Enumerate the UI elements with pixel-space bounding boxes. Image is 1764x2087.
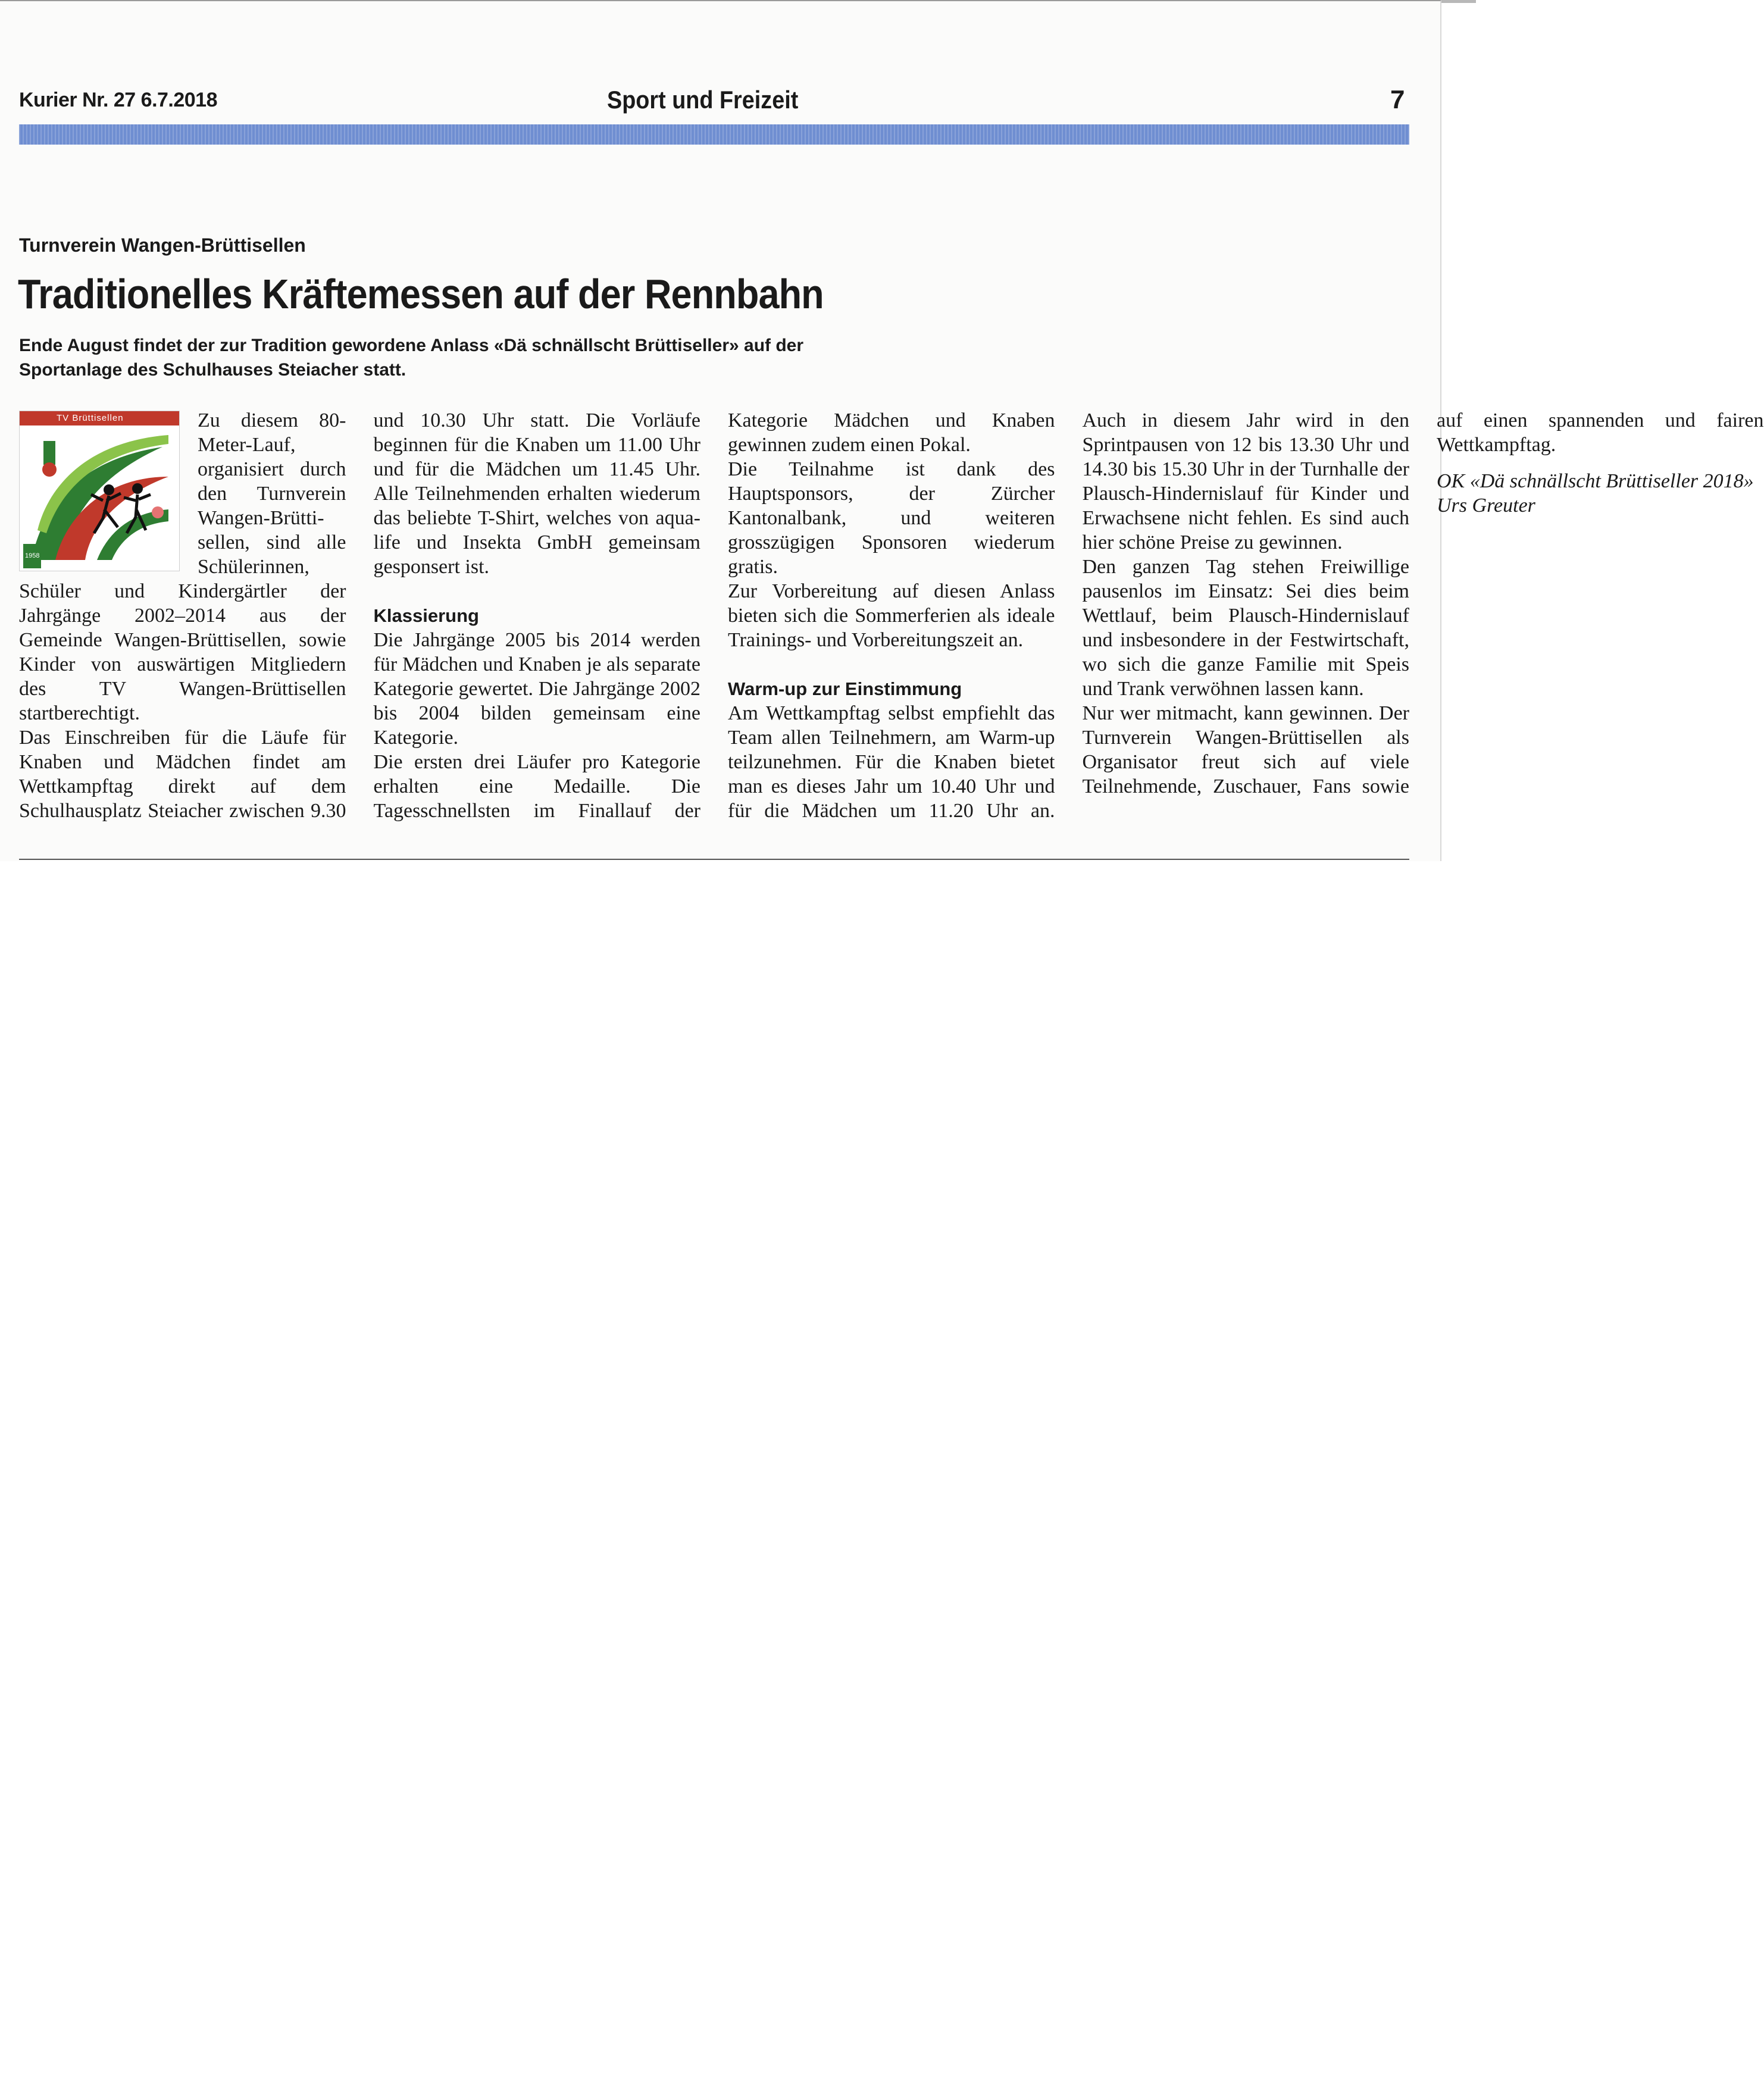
- page-number: 7: [1390, 85, 1405, 114]
- logo-year-flow: 1958: [23, 544, 41, 568]
- spacer-3: [1437, 457, 1764, 469]
- article-signature: OK «Dä schnällscht Brüttiseller 2018» Urs Greuter: [1437, 470, 1754, 517]
- paragraph-intro-flow: Zu diesem 80-Meter-Lauf, organisiert durch den Turnverein Wangen-Brüttisellen, sind alle Schülerinnen, Schüler und Kindergärtler der Jahrgänge 2002–2014 aus der Gemeinde Wangen-Brüttisellen, sowie Kinder von auswärtigen Mitgliedern des TV Wangen-Brüttisellen startberechtigt.: [19, 409, 346, 724]
- logo-band-flow: TV Brüttisellen: [20, 411, 179, 425]
- paragraph-closing: Nur wer mitmacht, kann gewinnen. Der Turnverein Wangen-Brüttisellen als Organisator freut sich auf viele Teilnehmende, Zuschauer, Fans sowie auf einen spannenden und fairen Wettkampftag.: [1082, 409, 1764, 797]
- paragraph-volunteers: Den ganzen Tag stehen Freiwillige pausenlos im Einsatz: Sei dies beim Wettlauf, beim Plausch-Hindernislauf und insbesondere in der Festwirtschaft, wo sich die ganze Familie mit Speis und Trank verwöhnen lassen kann.: [1082, 556, 1409, 700]
- paragraph-registration-flow: Das Einschreiben für die Läufe für Knaben und Mädchen findet am Wettkampftag direkt auf dem Schulhausplatz Steiacher zwischen 9.30 und 10.30 Uhr statt. Die Vorläufe beginnen für die Knaben um 11.00 Uhr und für die Mädchen um 11.45 Uhr. Alle Teilnehmenden erhalten wiederum das beliebte T-Shirt, welches von aqua-life und Insekta GmbH gemeinsam gesponsert ist.: [19, 409, 700, 822]
- club-logo-graphic-flow: [20, 411, 179, 571]
- paragraph-warmup: Am Wettkampftag selbst empfiehlt das Team allen Teilnehmern, am Warm-up teilzunehmen. Für die Knaben bietet man es dieses Jahr um 10.40 Uhr und für die Mädchen um 11.20 Uhr an. Auch in diesem Jahr wird in den Sprintpausen von 12 bis 13.30 Uhr und 14.30 bis 15.30 Uhr in der Turnhalle der Plausch-Hindernislauf für Kinder und Erwachsene nicht fehlen. Es sind auch hier schöne Preise zu gewinnen.: [728, 409, 1409, 822]
- heading-klassierung: Klassierung: [373, 605, 479, 626]
- article-kicker: Turnverein Wangen-Brüttisellen: [19, 234, 306, 256]
- article-body: [19, 408, 1764, 825]
- paragraph-sponsors: Die Teilnahme ist dank des Hauptsponsors, der Zürcher Kantonalbank, und weiteren grosszügigen Sponsoren wiederum gratis.: [728, 458, 1055, 578]
- section-title: Sport und Freizeit: [607, 86, 799, 114]
- article-title: Traditionelles Kräftemessen auf der Rennbahn: [18, 271, 824, 317]
- spacer-2: [728, 652, 1055, 677]
- clipping-bottom-rule: [19, 859, 1409, 860]
- spacer: [374, 579, 701, 603]
- paragraph-categories: Die Jahrgänge 2005 bis 2014 werden für Mädchen und Knaben je als separate Kategorie gewertet. Die Jahrgänge 2002 bis 2004 bilden gemeinsam eine Kategorie.: [373, 629, 700, 749]
- paragraph-preparation: Zur Vorbereitung auf diesen Anlass bieten sich die Sommerferien als ideale Trainings- und Vorbereitungszeit an.: [728, 580, 1055, 651]
- paragraph-medals: Die ersten drei Läufer pro Kategorie erhalten eine Medaille. Die Tagesschnellsten im Finallauf der Kategorie Mädchen und Knaben gewinnen zudem einen Pokal.: [373, 409, 1055, 822]
- heading-warmup: Warm-up zur Einstimmung: [728, 678, 962, 699]
- issue-info: Kurier Nr. 27 6.7.2018: [19, 89, 218, 111]
- club-logo-flow: [19, 411, 180, 571]
- header-bar: [19, 124, 1409, 145]
- article-lead: Ende August findet der zur Tradition gewordene Anlass «Dä schnällscht Brüttiseller» auf der Sportanlage des Schulhauses Steiacher statt.: [19, 336, 804, 380]
